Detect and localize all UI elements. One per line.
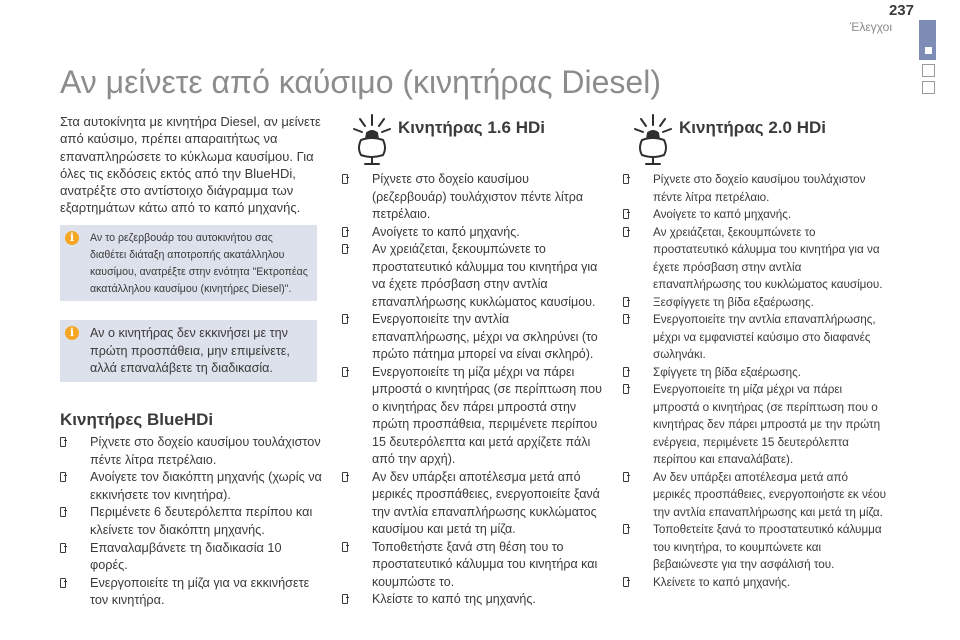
checkbox-bullet-icon (623, 523, 632, 533)
list-item (60, 469, 322, 504)
priming-pump-icon (349, 112, 395, 170)
bluehdi-steps (60, 434, 322, 610)
step-text: Αν χρειάζεται, ξεκουμπώνετε το προστατευτικό κάλυμμα του κινητήρα για να έχετε πρόσβαση στην αντλία επαναπλήρωσης του κυκλώματος καυσίμου. (653, 225, 883, 291)
hdi20-heading: Κινητήρας 2.0 HDi (679, 118, 826, 137)
list-item (342, 241, 604, 311)
checkbox-bullet-icon (342, 243, 351, 253)
checkbox-bullet-icon (60, 542, 69, 552)
info-note (60, 320, 317, 382)
list-item (342, 364, 604, 469)
list-item (60, 504, 322, 539)
step-text: Αν χρειάζεται, ξεκουμπώνετε το προστατευτικό κάλυμμα του κινητήρα για να έχετε πρόσβαση στην αντλία επαναπλήρωσης κυκλώματος καυσίμου. (372, 242, 598, 309)
info-icon: i (65, 231, 79, 245)
step-text: Ενεργοποιείτε την αντλία επαναπλήρωσης, μέχρι να εμφανιστεί καύσιμο στο διαφανές σωληνάκι. (653, 313, 876, 361)
list-item (342, 311, 604, 364)
checkbox-bullet-icon (623, 576, 632, 586)
step-text: Τοποθετήστε ξανά στη θέση του το προστατευτικό κάλυμμα του κινητήρα και κουμπώστε το. (372, 539, 598, 589)
step-text: Ανοίγετε τον διακόπτη μηχανής (χωρίς να εκκινήσετε τον κινητήρα). (90, 470, 322, 502)
list-item (623, 171, 889, 206)
step-text: Ενεργοποιείτε τη μίζα μέχρι να πάρει μπροστά ο κινητήρας (σε περίπτωση που ο κινητήρας δεν πάρει μπροστά στην πρώτη προσπάθεια, περιμένετε περίπου 15 δευτερόλεπτα και μετά αρχίζετε πάλι από την αρχή). (372, 364, 602, 466)
list-item (623, 224, 889, 294)
list-item (623, 364, 889, 382)
list-item (623, 311, 889, 364)
hdi16-steps (342, 171, 604, 609)
step-text: Ενεργοποιείτε τη μίζα για να εκκινήσετε τον κινητήρα. (90, 575, 310, 608)
list-item (623, 469, 889, 522)
list-item (342, 171, 604, 224)
note-text: Αν ο κινητήρας δεν εκκινήσει με την πρώτη προσπάθεια, μην επιμείνετε, αλλά επαναλάβετε τη διαδικασία. (90, 326, 290, 375)
chapter-tab[interactable] (922, 81, 935, 94)
list-item (342, 539, 604, 592)
list-item (623, 381, 889, 469)
bluehdi-heading: Κινητήρες BlueHDi (60, 410, 214, 429)
checkbox-bullet-icon (342, 173, 351, 183)
step-text: Ανοίγετε το καπό μηχανής. (372, 224, 520, 239)
checkbox-bullet-icon (60, 506, 69, 516)
intro-block (60, 113, 322, 217)
list-item (623, 206, 889, 224)
info-note (60, 225, 317, 301)
list-item (342, 224, 604, 242)
checkbox-bullet-icon (60, 471, 69, 481)
note-text: Αν το ρεζερβουάρ του αυτοκινήτου σας διαθέτει διάταξη αποτροπής ακατάλληλου καυσίμου, ανατρέξτε στην ενότητα "Εκτροπέας ακατάλληλου καυσίμου (κινητήρες Diesel)". (90, 232, 308, 295)
hdi20-steps (623, 171, 889, 591)
checkbox-bullet-icon (623, 173, 632, 183)
list-item (60, 434, 322, 469)
step-text: Ρίχνετε στο δοχείο καυσίμου (ρεζερβουάρ) τουλάχιστον πέντε λίτρα πετρέλαιο. (372, 172, 584, 221)
checkbox-bullet-icon (60, 577, 69, 587)
list-item (342, 469, 604, 539)
step-text: Επαναλαμβάνετε τη διαδικασία 10 φορές. (90, 540, 282, 573)
checkbox-bullet-icon (623, 471, 632, 481)
checkbox-bullet-icon (623, 366, 632, 376)
step-text: Ενεργοποιείτε την αντλία επαναπλήρωσης, μέχρι να σκληρύνει (το πρώτο πάτημα μπορεί να είναι σκληρό). (372, 312, 598, 361)
checkbox-bullet-icon (623, 383, 632, 393)
checkbox-bullet-icon (623, 208, 632, 218)
list-item (60, 540, 322, 575)
checkbox-bullet-icon (60, 436, 69, 446)
step-text: Ενεργοποιείτε τη μίζα μέχρι να πάρει μπροστά ο κινητήρας (σε περίπτωση που ο κινητήρας δεν πάρει μπροστά με την πρώτη ενέργεια, περιμένετε 15 δευτερόλεπτα περίπου και επαναλάβατε). (653, 383, 881, 466)
step-text: Αν δεν υπάρξει αποτέλεσμα μετά από μερικές προσπάθειες, ενεργοποιείτε ξανά την αντλία επαναπλήρωσης κυκλώματος καυσίμου και μετά τη μίζα. (372, 469, 600, 536)
checkbox-bullet-icon (342, 366, 351, 376)
checkbox-bullet-icon (342, 593, 351, 603)
step-text: Αν δεν υπάρξει αποτέλεσμα μετά από μερικές προσπάθειες, ενεργοποιήστε εκ νέου την αντλία επαναπλήρωσης και μετά τη μίζα. (653, 470, 886, 519)
chapter-tab[interactable] (922, 64, 935, 77)
step-text: Σφίγγετε τη βίδα εξαέρωσης. (653, 365, 802, 379)
list-item (342, 591, 604, 609)
checkbox-bullet-icon (342, 471, 351, 481)
checkbox-bullet-icon (623, 226, 632, 236)
list-item (623, 294, 889, 312)
section-name: Έλεγχοι (849, 20, 892, 34)
intro-text: Στα αυτοκίνητα με κινητήρα Diesel, αν μείνετε από καύσιμο, πρέπει απαραιτήτως να επαναπληρώσετε το κύκλωμα καυσίμου. Για όλες τις εκδόσεις εκτός από την BlueHDi, ανατρέξτε στο αντίστοιχο διάγραμμα των εξαρτημάτων κάτω από το καπό μηχανής. (60, 114, 321, 216)
priming-pump-icon (630, 112, 676, 170)
step-text: Ρίχνετε στο δοχείο καυσίμου τουλάχιστον πέντε λίτρα πετρέλαιο. (653, 173, 866, 204)
checkbox-bullet-icon (342, 541, 351, 551)
list-item (60, 575, 322, 610)
step-text: Περιμένετε 6 δευτερόλεπτα περίπου και κλείνετε τον διακόπτη μηχανής. (90, 505, 313, 537)
step-text: Τοποθετείτε ξανά το προστατευτικό κάλυμμα του κινητήρα, το κουμπώνετε και βεβαιώνεστε για την ασφάλισή του. (653, 523, 882, 571)
checkbox-bullet-icon (623, 296, 632, 306)
chapter-tab-active[interactable] (919, 20, 936, 60)
step-text: Κλείνετε το καπό μηχανής. (653, 575, 791, 589)
step-text: Ανοίγετε το καπό μηχανής. (653, 208, 792, 221)
list-item (623, 521, 889, 574)
hdi16-heading: Κινητήρας 1.6 HDi (398, 118, 545, 137)
checkbox-bullet-icon (342, 313, 351, 323)
step-text: Ξεσφίγγετε τη βίδα εξαέρωσης. (653, 295, 814, 309)
list-item (623, 574, 889, 592)
tab-square-icon (925, 47, 932, 54)
step-text: Κλείστε το καπό της μηχανής. (372, 592, 536, 606)
step-text: Ρίχνετε στο δοχείο καυσίμου τουλάχιστον πέντε λίτρα πετρέλαιο. (90, 435, 321, 467)
checkbox-bullet-icon (623, 313, 632, 323)
page-number: 237 (888, 2, 914, 19)
info-icon: i (65, 326, 79, 340)
page-title: Αν μείνετε από καύσιμο (κινητήρας Diesel) (60, 64, 661, 100)
checkbox-bullet-icon (342, 226, 351, 236)
